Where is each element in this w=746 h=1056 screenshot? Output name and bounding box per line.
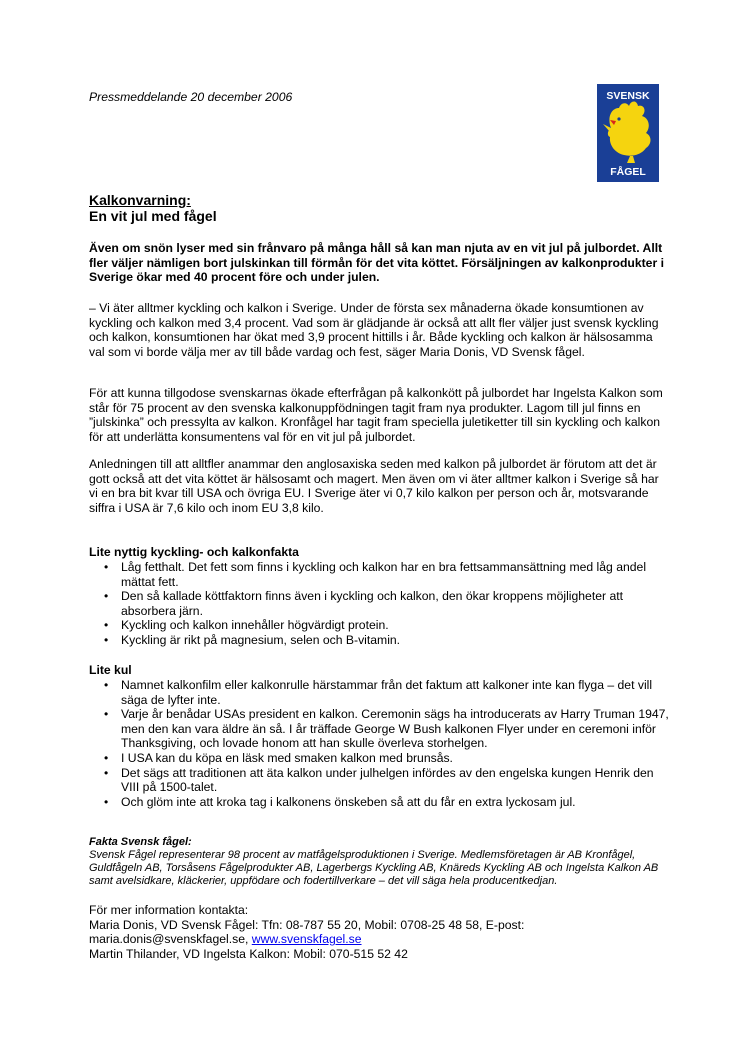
- lead-paragraph: Även om snön lyser med sin frånvaro på många håll så kan man njuta av en vit jul på julbordet. Allt fler väljer nämligen bort julskinkan till förmån för det vita köttet. Försäljningen av kalkonprodukter i Sverige ökar med 40 procent före och under julen.: [89, 241, 664, 285]
- headline-line-2: En vit jul med fågel: [89, 208, 217, 224]
- fun-facts-list: [89, 678, 669, 809]
- contact-intro: För mer information kontakta:: [89, 903, 249, 917]
- contact-info: [89, 903, 669, 961]
- contact-email: maria.donis@svenskfagel.se,: [89, 932, 249, 947]
- list-item: • Det sägs att traditionen att äta kalkon under julhelgen infördes av den engelska kungen Henrik den VIII på 1500-talet.: [89, 766, 669, 795]
- body-paragraph-3: Anledningen till att alltfler anammar den anglosaxiska seden med kalkon på julbordet är förutom att det är gott också att det vita köttet är hälsosamt och magert. Men även om vi äter alltmer kalkon i Sverige så har vi en bra bit kvar till USA och övriga EU. I Sverige äter vi 0,7 kilo kalkon per person och år, motsvarande siffra i USA är 7,6 kilo och inom EU 3,8 kilo.: [89, 457, 659, 515]
- list-item: • Namnet kalkonfilm eller kalkonrulle härstammar från det faktum att kalkoner inte kan flyga – det vill säga de lyfter inte.: [89, 678, 669, 707]
- svensk-fagel-logo: [597, 84, 659, 182]
- list-item: • Varje år benådar USAs president en kalkon. Ceremonin sägs ha introducerats av Harry Truman 1947, men den kan vara äldre än så. I år träffade George W Bush kalkonen Flyer under en ceremoni inför Thanksgiving, och lovade honom att han skulle överleva storhelgen.: [89, 707, 669, 751]
- headline-line-1: Kalkonvarning:: [89, 192, 191, 208]
- contact-line-2: [89, 932, 669, 947]
- list-item: • Och glöm inte att kroka tag i kalkonens önskeben så att du får en extra lyckosam jul.: [89, 795, 669, 810]
- fun-facts-heading: Lite kul: [89, 663, 132, 677]
- website-link[interactable]: www.svenskfagel.se: [251, 932, 362, 947]
- contact-line-1: Maria Donis, VD Svensk Fågel: Tfn: 08-787 55 20, Mobil: 0708-25 48 58, E-post:: [89, 917, 525, 932]
- list-item: • Kyckling är rikt på magnesium, selen och B-vitamin.: [89, 633, 669, 648]
- body-paragraph-1: – Vi äter alltmer kyckling och kalkon i Sverige. Under de första sex månaderna ökade konsumtionen av kyckling och kalkon med 3,4 procent. Vad som är glädjande är också att allt fler väljer just svensk kyckling och kalkon, konsumtionen har ökat med 3,9 procent hittills i år. Både kyckling och kalkon är hälsosamma val som vi borde välja mer av till både vardag och fest, säger Maria Donis, VD Svensk fågel.: [89, 301, 659, 359]
- logo-bottom-text: FÅGEL: [610, 166, 646, 178]
- list-item: • I USA kan du köpa en läsk med smaken kalkon med brunsås.: [89, 751, 669, 766]
- about-body: Svensk Fågel representerar 98 procent av matfågelsproduktionen i Sverige. Medlemsföretagen är AB Kronfågel, Guldfågeln AB, Torsåsens Fågelprodukter AB, Lagerbergs Kyckling AB, Knäreds Kyckling AB och Ingelsta Kalkon AB samt avelsidkare, kläckerier, uppfödare och fodertillverkare – det vill säga hela producentkedjan.: [89, 849, 659, 887]
- about-heading: Fakta Svensk fågel:: [89, 836, 192, 848]
- dateline: Pressmeddelande 20 december 2006: [89, 90, 293, 104]
- list-item: • Kyckling och kalkon innehåller högvärdigt protein.: [89, 618, 669, 633]
- list-item: • Den så kallade köttfaktorn finns även i kyckling och kalkon, den ökar kroppens möjligheter att absorbera järn.: [89, 589, 669, 618]
- facts-list: [89, 560, 669, 648]
- facts-heading: Lite nyttig kyckling- och kalkonfakta: [89, 545, 299, 559]
- logo-top-text: SVENSK: [606, 90, 650, 102]
- headline: [89, 192, 649, 224]
- body-paragraph-2: För att kunna tillgodose svenskarnas ökade efterfrågan på kalkonkött på julbordet har Ingelsta Kalkon som står för 75 procent av den svenska kalkonuppfödningen tagit fram nya produkter. Lagom till jul finns en ”julskinka” och pressylta av kalkon. Kronfågel har tagit fram speciella juletiketter till sin kyckling och kalkon för att underlätta konsumentens val för en vit jul på julbordet.: [89, 386, 663, 444]
- contact-line-3: Martin Thilander, VD Ingelsta Kalkon: Mobil: 070-515 52 42: [89, 946, 408, 961]
- list-item: • Låg fetthalt. Det fett som finns i kyckling och kalkon har en bra fettsammansättning med låg andel mättat fett.: [89, 560, 669, 589]
- svensk-fagel-logo-icon: [597, 84, 659, 182]
